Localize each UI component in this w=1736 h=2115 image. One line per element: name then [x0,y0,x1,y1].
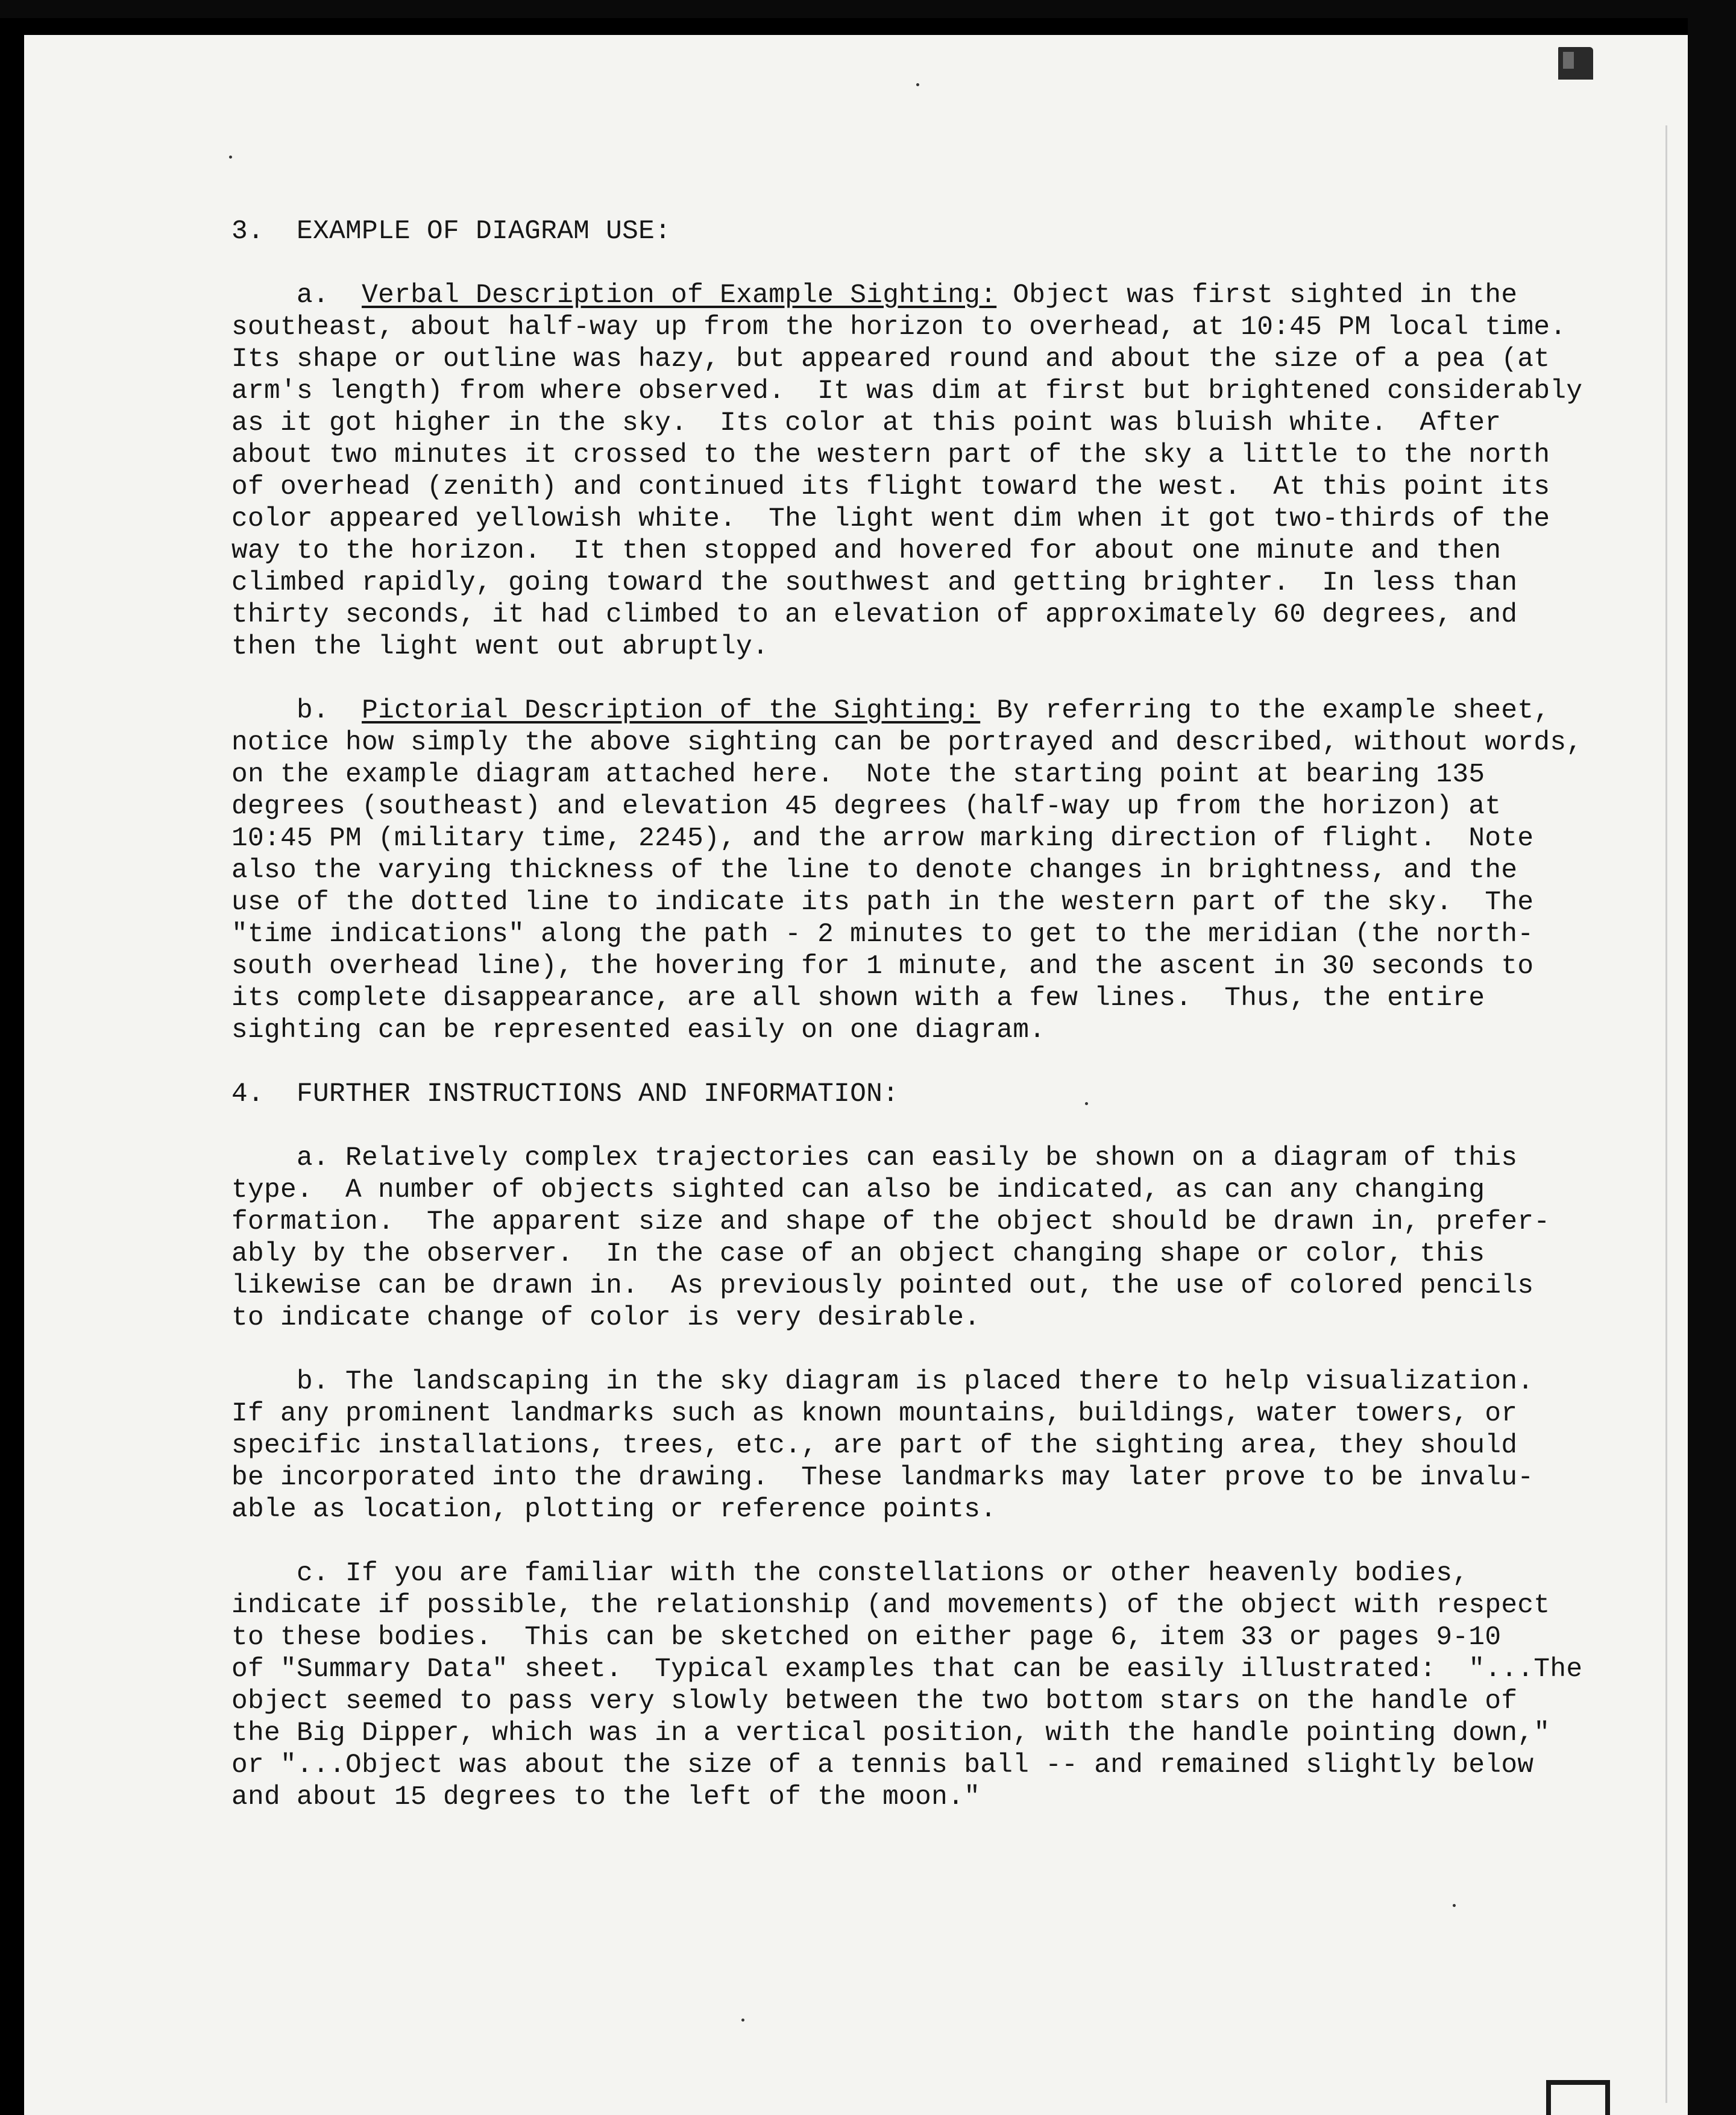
section-4b [231,1366,1594,1526]
paragraph-line: Object was first sighted in the [996,280,1518,310]
paragraph-line: likewise can be drawn in. As previously pointed out, the use of colored pencils [231,1271,1534,1301]
paragraph-line: thirty seconds, it had climbed to an elevation of approximately 60 degrees, and [231,600,1518,630]
corner-mark-top [1558,47,1593,80]
document-page [24,35,1688,2115]
section-4-heading: 4. FURTHER INSTRUCTIONS AND INFORMATION: [231,1079,899,1109]
scan-border-top [0,0,1736,18]
page-edge-line [1665,125,1667,2103]
section-4a-label: a. [297,1143,330,1173]
paragraph-line: climbed rapidly, going toward the southwest and getting brighter. In less than [231,568,1518,598]
section-3-heading: 3. EXAMPLE OF DIAGRAM USE: [231,216,671,247]
paragraph-line: able as location, plotting or reference points. [231,1495,997,1525]
paragraph-line: be incorporated into the drawing. These landmarks may later prove to be invalu- [231,1463,1534,1493]
paragraph-line: The landscaping in the sky diagram is placed there to help visualization. [329,1367,1534,1397]
paragraph-line: If any prominent landmarks such as known mountains, buildings, water towers, or [231,1399,1518,1429]
scan-border-right [1688,0,1736,2115]
paragraph-line: the Big Dipper, which was in a vertical position, with the handle pointing down," [231,1718,1550,1748]
paragraph-line: to indicate change of color is very desirable. [231,1303,981,1333]
paragraph-line: arm's length) from where observed. It was dim at first but brightened considerably [231,376,1583,406]
paragraph-line: Relatively complex trajectories can easily be shown on a diagram of this [329,1143,1518,1173]
paragraph-line: indicate if possible, the relationship (and movements) of the object with respect [231,1590,1550,1621]
section-3b-title: Pictorial Description of the Sighting: [362,696,981,726]
paragraph-line: and about 15 degrees to the left of the moon." [231,1782,981,1812]
paragraph-line: By referring to the example sheet, [980,696,1550,726]
paragraph-line: use of the dotted line to indicate its path in the western part of the sky. The [231,887,1534,918]
paragraph-line: If you are familiar with the constellations or other heavenly bodies, [329,1559,1469,1589]
document-body [231,216,1594,1814]
paragraph-line: Its shape or outline was hazy, but appeared round and about the size of a pea (at [231,344,1550,374]
paragraph-line: also the varying thickness of the line to denote changes in brightness, and the [231,856,1518,886]
section-4c [231,1558,1594,1814]
scan-speck [916,83,919,86]
paragraph-line: its complete disappearance, are all shown with a few lines. Thus, the entire [231,983,1485,1013]
section-3b [231,695,1594,1047]
scan-speck [741,2019,744,2022]
paragraph-line: or "...Object was about the size of a tennis ball -- and remained slightly below [231,1750,1534,1780]
paragraph-line: as it got higher in the sky. Its color at this point was bluish white. After [231,408,1502,438]
corner-mark-bottom [1546,2080,1610,2115]
paragraph-line: degrees (southeast) and elevation 45 degrees (half-way up from the horizon) at [231,792,1502,822]
paragraph-line: type. A number of objects sighted can also be indicated, as can any changing [231,1175,1485,1205]
section-3a-label: a. [297,280,330,310]
paragraph-line: formation. The apparent size and shape of the object should be drawn in, prefer- [231,1207,1550,1237]
paragraph-line: on the example diagram attached here. Note the starting point at bearing 135 [231,760,1485,790]
paragraph-line: of overhead (zenith) and continued its flight toward the west. At this point its [231,472,1550,502]
scan-speck [1453,1904,1456,1907]
paragraph-line: color appeared yellowish white. The light went dim when it got two-thirds of the [231,504,1550,534]
section-3b-label: b. [297,696,330,726]
paragraph-line: about two minutes it crossed to the western part of the sky a little to the north [231,440,1550,470]
paragraph-line: southeast, about half-way up from the horizon to overhead, at 10:45 PM local time. [231,312,1567,342]
paragraph-line: way to the horizon. It then stopped and hovered for about one minute and then [231,536,1502,566]
paragraph-line: of "Summary Data" sheet. Typical examples that can be easily illustrated: "...The [231,1654,1583,1685]
paragraph-line: sighting can be represented easily on one diagram. [231,1015,1046,1045]
paragraph-line: 10:45 PM (military time, 2245), and the arrow marking direction of flight. Note [231,824,1534,854]
section-4c-label: c. [297,1559,330,1589]
paragraph-line: "time indications" along the path - 2 minutes to get to the meridian (the north- [231,919,1534,950]
paragraph-line: ably by the observer. In the case of an object changing shape or color, this [231,1239,1485,1269]
paragraph-line: notice how simply the above sighting can be portrayed and described, without words, [231,728,1583,758]
section-4b-label: b. [297,1367,330,1397]
paragraph-line: then the light went out abruptly. [231,632,769,662]
paragraph-line: object seemed to pass very slowly between the two bottom stars on the handle of [231,1686,1518,1716]
section-3a [231,280,1594,663]
paragraph-line: specific installations, trees, etc., are part of the sighting area, they should [231,1431,1518,1461]
section-4a [231,1143,1594,1334]
paragraph-line: south overhead line), the hovering for 1 minute, and the ascent in 30 seconds to [231,951,1534,982]
scan-speck [229,156,232,159]
paragraph-line: to these bodies. This can be sketched on either page 6, item 33 or pages 9-10 [231,1622,1502,1653]
section-3a-title: Verbal Description of Example Sighting: [362,280,997,310]
